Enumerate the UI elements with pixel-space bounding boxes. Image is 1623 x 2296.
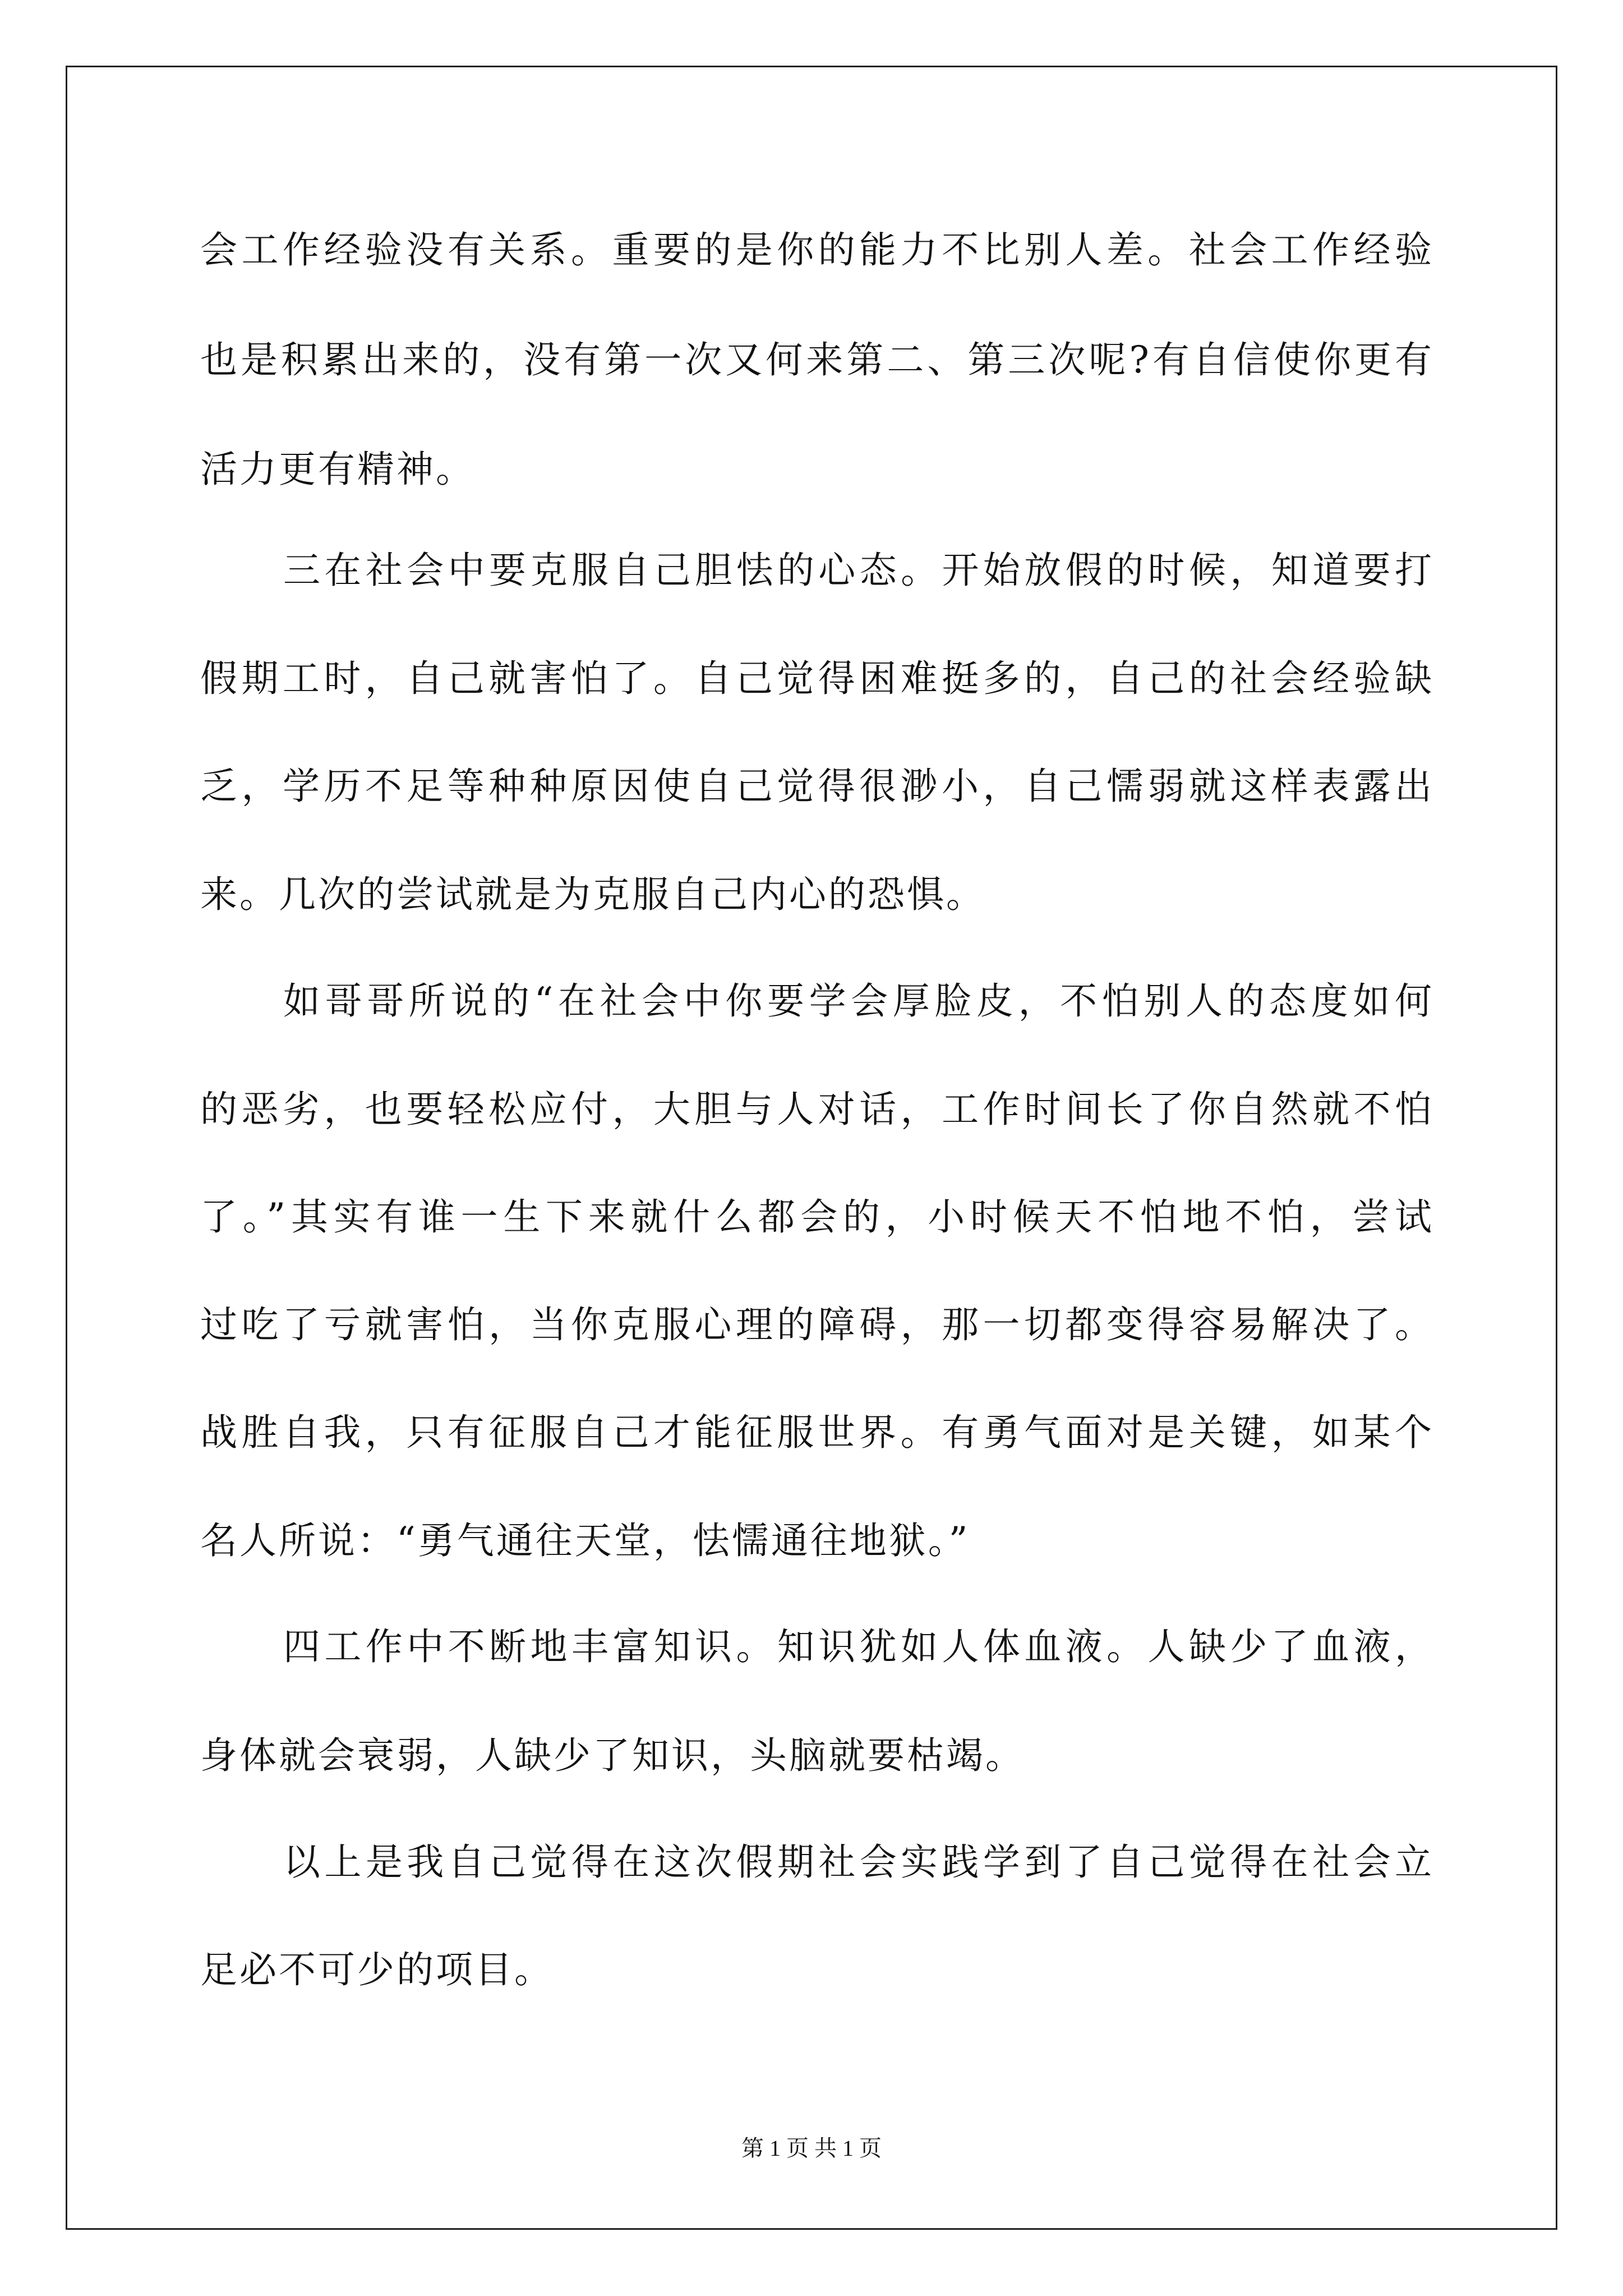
- text-line: 的恶劣，也要轻松应付，大胆与人对话，工作时间长了你自然就不怕: [200, 1088, 1434, 1131]
- text-line: 了。”其实有谁一生下来就什么都会的，小时候天不怕地不怕，尝试: [200, 1195, 1434, 1239]
- paragraph-first-line: 以上是我自己觉得在这次假期社会实践学到了自己觉得在社会立: [283, 1841, 1434, 1884]
- paragraph-first-line: 三在社会中要克服自己胆怯的心态。开始放假的时候，知道要打: [283, 549, 1434, 592]
- paragraph-first-line: 四工作中不断地丰富知识。知识犹如人体血液。人缺少了血液，: [283, 1625, 1434, 1668]
- text-line: 名人所说：“勇气通往天堂，怯懦通往地狱。”: [200, 1519, 970, 1562]
- paragraph-first-line: 如哥哥所说的“在社会中你要学会厚脸皮，不怕别人的态度如何: [283, 979, 1434, 1023]
- text-line: 乏，学历不足等种种原因使自己觉得很渺小，自己懦弱就这样表露出: [200, 765, 1434, 808]
- text-line: 假期工时，自己就害怕了。自己觉得困难挺多的，自己的社会经验缺: [200, 657, 1434, 700]
- page-border: [66, 66, 1557, 2230]
- text-line: 战胜自我，只有征服自己才能征服世界。有勇气面对是关键，如某个: [200, 1411, 1434, 1454]
- text-line: 会工作经验没有关系。重要的是你的能力不比别人差。社会工作经验: [200, 228, 1434, 272]
- page-number-footer: 第 1 页 共 1 页: [741, 2136, 882, 2161]
- text-line: 活力更有精神。: [200, 448, 475, 491]
- text-line: 足必不可少的项目。: [200, 1948, 554, 1991]
- text-line: 也是积累出来的，没有第一次又何来第二、第三次呢?有自信使你更有: [200, 338, 1434, 381]
- text-line: 身体就会衰弱，人缺少了知识，头脑就要枯竭。: [200, 1734, 1025, 1777]
- text-line: 来。几次的尝试就是为克服自己内心的恐惧。: [200, 873, 985, 916]
- text-line: 过吃了亏就害怕，当你克服心理的障碍，那一切都变得容易解决了。: [200, 1303, 1434, 1346]
